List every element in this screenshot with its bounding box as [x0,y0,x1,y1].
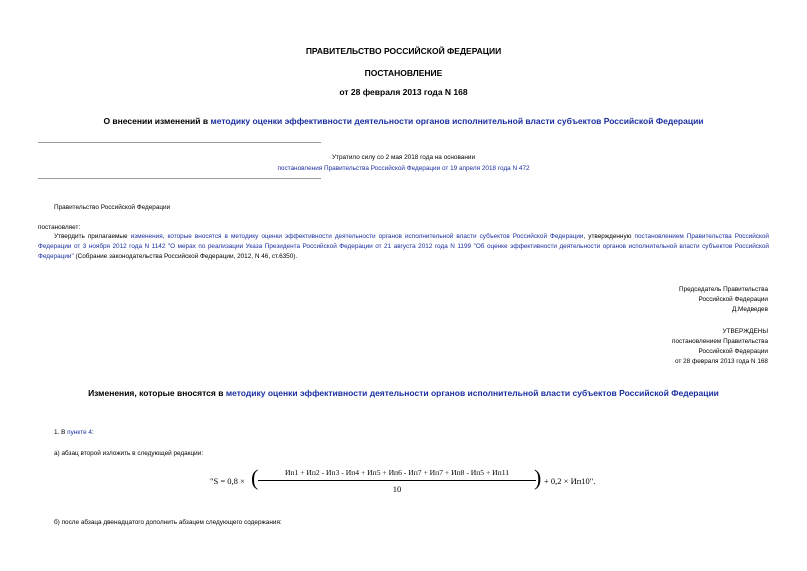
approved-org: Российской Федерации [698,348,768,355]
status-text: Утратило силу со 2 мая 2018 года на основании [331,154,476,161]
formula-rhs: + 0,2 × Ип10". [544,476,596,486]
government-heading: ПРАВИТЕЛЬСТВО РОССИЙСКОЙ ФЕДЕРАЦИИ [305,46,502,56]
item-a: а) абзац второй изложить в следующей редакции: [54,450,204,457]
approved-heading: УТВЕРЖДЕНЫ [722,328,768,335]
item-1-prefix: 1. В [54,429,68,436]
item-b: б) после абзаца двенадцатого дополнить абзацем следующего содержания: [54,519,282,526]
changes-methodology-link[interactable]: методику оценки эффективности деятельности органов исполнительной власти субъектов Российской Федерации [225,388,719,398]
divider-top [38,142,321,143]
government-line: Правительство Российской Федерации [54,204,171,211]
changes-link[interactable]: изменения, которые вносятся в методику оценки эффективности деятельности органов исполнительной власти субъектов Российской Федерации [130,233,584,240]
paragraph-mid: , утвержденную [583,233,635,240]
resolution-1142-link[interactable]: постановлением Правительства Российской Федерации от 3 ноября 2012 года N 1142 "О мерах по реализации Указа Президента Российской Федерации от 21 августа 2012 года N 1199 "Об оценке эффективности деятельности органов исполнительной власти субъектов Российской Федерации" [38,233,769,260]
item-1-point-link[interactable]: пункте 4 [67,429,92,436]
signature-name: Д.Медведев [731,306,768,313]
paragraph-start: Утвердить прилагаемые [54,233,131,240]
item-1-suffix: : [91,429,94,436]
formula-denominator: 10 [392,484,402,494]
formula-lhs: "S = 0,8 × [210,476,245,486]
document-type: ПОСТАНОВЛЕНИЕ [364,68,443,78]
paragraph-end: (Собрание законодательства Российской Федерации, 2012, N 46, ст.6350). [73,253,298,260]
postanovlyaet-text: постановляет: [38,224,81,231]
changes-title-prefix: Изменения, которые вносятся в [88,388,226,398]
resolution-paragraph [38,232,769,262]
item-1 [54,428,94,438]
title-prefix: О внесении изменений в [103,116,211,126]
formula-fraction-line [258,480,536,481]
status-repeal-link[interactable]: постановления Правительства Российской Федерации от 19 апреля 2018 года N 472 [277,165,530,172]
signature-position: Председатель Правительства [679,286,768,293]
approved-date: от 28 февраля 2013 года N 168 [675,358,768,365]
formula-left-paren: ( [251,465,259,490]
changes-title [0,388,807,398]
signature-org: Российской Федерации [698,296,768,303]
formula-numerator: Ип1 + Ип2 - Ип3 - Ип4 + Ип5 + Ип6 - Ип7 + Ип7 + Ип8 - Ип5 + Ип11 [284,468,510,477]
divider-bottom [38,178,321,179]
approved-by: постановлением Правительства [672,338,768,345]
formula-right-paren: ) [534,465,542,490]
document-date-number: от 28 февраля 2013 года N 168 [339,87,468,97]
document-title [0,116,807,126]
title-methodology-link[interactable]: методику оценки эффективности деятельности органов исполнительной власти субъектов Российской Федерации [210,116,704,126]
